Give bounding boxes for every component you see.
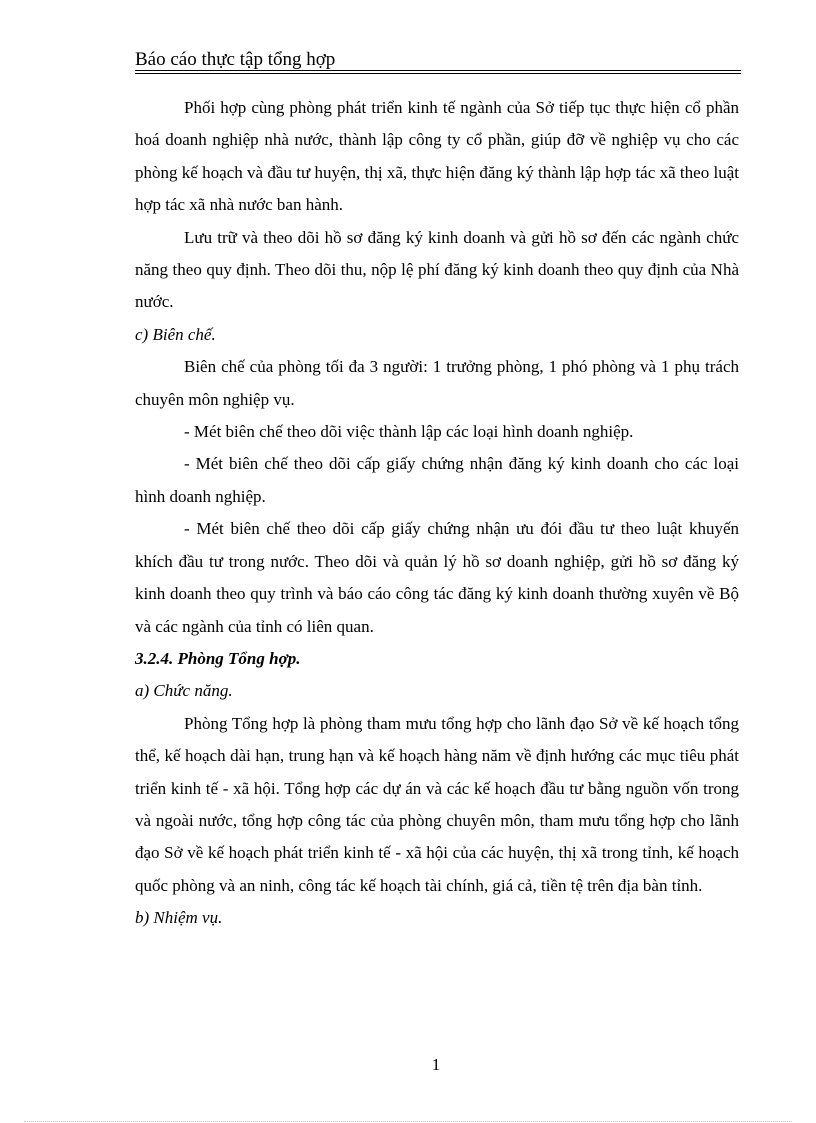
- page-header: [135, 49, 741, 73]
- document-body: [135, 92, 739, 935]
- paragraph-staff-role-2: - Mét biên chế theo dõi cấp giấy chứng nhận đăng ký kinh doanh cho các loại hình doanh nghiệp.: [135, 454, 739, 506]
- section-heading-general-office: 3.2.4. Phòng Tổng hợp.: [135, 648, 301, 668]
- subheading-staffing: c) Biên chế.: [135, 324, 216, 344]
- subheading-functions: a) Chức năng.: [135, 681, 233, 701]
- header-rule-top: [135, 70, 741, 71]
- paragraph-staff-limit: Biên chế của phòng tối đa 3 người: 1 trưởng phòng, 1 phó phòng và 1 phụ trách chuyên môn nghiệp vụ.: [135, 357, 739, 409]
- paragraph-archiving: Lưu trữ và theo dõi hồ sơ đăng ký kinh doanh và gửi hồ sơ đến các ngành chức năng theo quy định. Theo dõi thu, nộp lệ phí đăng ký kinh doanh theo quy định của Nhà nước.: [135, 227, 739, 312]
- page-number: 1: [431, 1055, 441, 1074]
- paragraph-staff-role-1: - Mét biên chế theo dõi việc thành lập các loại hình doanh nghiệp.: [184, 422, 634, 442]
- paragraph-cooperation: Phối hợp cùng phòng phát triển kinh tế ngành của Sở tiếp tục thực hiện cổ phần hoá doanh nghiệp nhà nước, thành lập công ty cổ phần, giúp đỡ về nghiệp vụ cho các phòng kế hoạch và đầu tư huyện, thị xã, thực hiện đăng ký thành lập hợp tác xã theo luật hợp tác xã nhà nước ban hành.: [135, 98, 739, 215]
- subheading-duties: b) Nhiệm vụ.: [135, 908, 223, 928]
- header-title: Báo cáo thực tập tổng hợp: [135, 49, 336, 70]
- paragraph-functions: Phòng Tổng hợp là phòng tham mưu tổng hợp cho lãnh đạo Sở về kế hoạch tổng thể, kế hoạch dài hạn, trung hạn và kế hoạch hàng năm về định hướng các mục tiêu phát triển kinh tế - xã hội. Tổng hợp các dự án và các kế hoạch đầu tư bằng nguồn vốn trong và ngoài nước, tổng hợp công tác của phòng chuyên môn, tham mưu tổng hợp cho lãnh đạo Sở về kế hoạch phát triển kinh tế - xã hội của các huyện, thị xã trong tỉnh, kế hoạch quốc phòng và an ninh, công tác kế hoạch tài chính, giá cả, tiền tệ trên địa bàn tỉnh.: [135, 713, 739, 895]
- paragraph-staff-role-3: - Mét biên chế theo dõi cấp giấy chứng nhận ưu đói đầu tư theo luật khuyến khích đầu tư trong nước. Theo dõi và quản lý hồ sơ doanh nghiệp, gửi hồ sơ đăng ký kinh doanh theo quy trình và báo cáo công tác đăng ký kinh doanh thường xuyên về Bộ và các ngành của tỉnh có liên quan.: [135, 519, 739, 636]
- page-bottom-border: [24, 1121, 792, 1122]
- header-rule-bottom: [135, 73, 741, 74]
